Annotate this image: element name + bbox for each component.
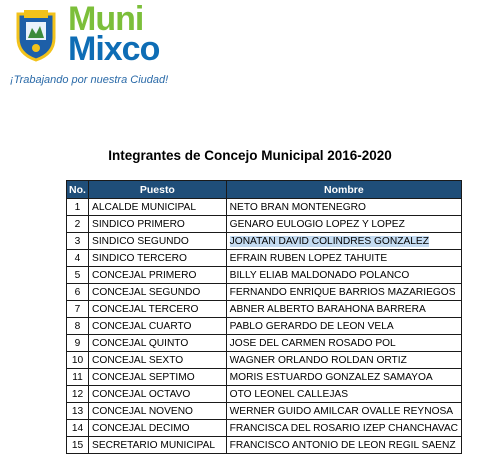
row-nombre: PABLO GERARDO DE LEON VELA: [226, 318, 461, 335]
table-header-row: [67, 181, 462, 199]
table-row: [67, 199, 462, 216]
page-title: Integrantes de Concejo Municipal 2016-2020: [108, 148, 392, 163]
row-puesto: CONCEJAL DECIMO: [89, 420, 227, 437]
row-number: 7: [67, 301, 89, 318]
table-row: [67, 301, 462, 318]
table-row: [67, 233, 462, 250]
row-nombre: FRANCISCA DEL ROSARIO IZEP CHANCHAVAC: [226, 420, 461, 437]
column-header-puesto: Puesto: [89, 181, 227, 199]
row-nombre: WAGNER ORLANDO ROLDAN ORTIZ: [226, 352, 461, 369]
row-nombre: WERNER GUIDO AMILCAR OVALLE REYNOSA: [226, 403, 461, 420]
table-row: [67, 420, 462, 437]
row-number: 8: [67, 318, 89, 335]
row-puesto: CONCEJAL OCTAVO: [89, 386, 227, 403]
table-row: [67, 335, 462, 352]
row-puesto: SECRETARIO MUNICIPAL: [89, 437, 227, 454]
row-nombre: JOSE DEL CARMEN ROSADO POL: [226, 335, 461, 352]
row-puesto: CONCEJAL NOVENO: [89, 403, 227, 420]
row-number: 13: [67, 403, 89, 420]
row-puesto: SINDICO PRIMERO: [89, 216, 227, 233]
municipal-crest-icon: [14, 8, 58, 62]
row-puesto: CONCEJAL SEXTO: [89, 352, 227, 369]
row-nombre: OTO LEONEL CALLEJAS: [226, 386, 461, 403]
row-number: 15: [67, 437, 89, 454]
row-puesto: CONCEJAL PRIMERO: [89, 267, 227, 284]
row-number: 3: [67, 233, 89, 250]
row-number: 2: [67, 216, 89, 233]
row-number: 6: [67, 284, 89, 301]
row-nombre: MORIS ESTUARDO GONZALEZ SAMAYOA: [226, 369, 461, 386]
row-puesto: CONCEJAL TERCERO: [89, 301, 227, 318]
column-header-nombre: Nombre: [226, 181, 461, 199]
table-row: [67, 437, 462, 454]
selected-text[interactable]: JONATAN DAVID COLINDRES GONZALEZ: [229, 235, 429, 247]
muni-mixco-logo: [6, 0, 176, 94]
brand-wordmark: [68, 0, 160, 68]
table-row: [67, 250, 462, 267]
table-row: [67, 386, 462, 403]
row-number: 1: [67, 199, 89, 216]
table-row: [67, 284, 462, 301]
row-nombre: FERNANDO ENRIQUE BARRIOS MAZARIEGOS: [226, 284, 461, 301]
row-number: 11: [67, 369, 89, 386]
brand-line-muni: Muni: [68, 0, 144, 38]
row-number: 5: [67, 267, 89, 284]
row-puesto: ALCALDE MUNICIPAL: [89, 199, 227, 216]
row-number: 9: [67, 335, 89, 352]
table-row: [67, 403, 462, 420]
row-nombre: EFRAIN RUBEN LOPEZ TAHUITE: [226, 250, 461, 267]
row-number: 4: [67, 250, 89, 267]
row-nombre: NETO BRAN MONTENEGRO: [226, 199, 461, 216]
row-nombre: BILLY ELIAB MALDONADO POLANCO: [226, 267, 461, 284]
row-nombre: FRANCISCO ANTONIO DE LEON REGIL SAENZ: [226, 437, 461, 454]
slogan: ¡Trabajando por nuestra Ciudad!: [10, 74, 169, 86]
column-header-no: No.: [67, 181, 89, 199]
row-number: 10: [67, 352, 89, 369]
row-puesto: CONCEJAL QUINTO: [89, 335, 227, 352]
table-row: [67, 369, 462, 386]
row-puesto: SINDICO SEGUNDO: [89, 233, 227, 250]
council-members-table: [66, 180, 462, 454]
brand-line-mixco: Mixco: [68, 30, 160, 68]
row-puesto: CONCEJAL SEGUNDO: [89, 284, 227, 301]
row-number: 12: [67, 386, 89, 403]
table-row: [67, 352, 462, 369]
table-row: [67, 318, 462, 335]
row-nombre-selected[interactable]: [226, 233, 461, 250]
row-puesto: CONCEJAL CUARTO: [89, 318, 227, 335]
table-row: [67, 267, 462, 284]
row-nombre: ABNER ALBERTO BARAHONA BARRERA: [226, 301, 461, 318]
table-row: [67, 216, 462, 233]
row-puesto: CONCEJAL SEPTIMO: [89, 369, 227, 386]
row-nombre: GENARO EULOGIO LOPEZ Y LOPEZ: [226, 216, 461, 233]
row-puesto: SINDICO TERCERO: [89, 250, 227, 267]
row-number: 14: [67, 420, 89, 437]
